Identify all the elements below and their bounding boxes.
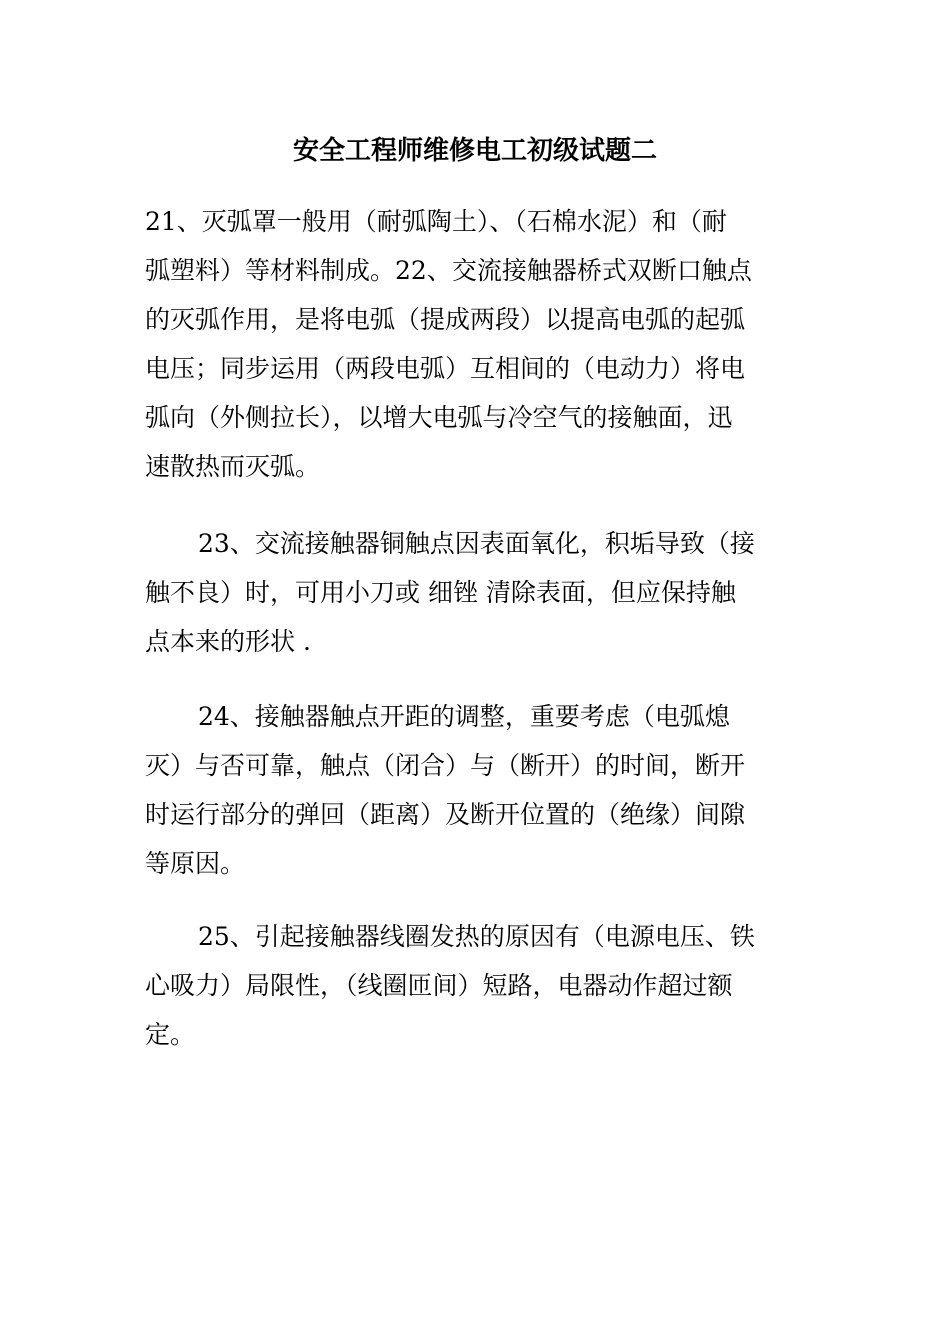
paragraph-line: 24、接触器触点开距的调整，重要考虑（电弧熄 xyxy=(198,702,730,731)
paragraph-line: 心吸力）局限性，（线圈匝间）短路，电器动作超过额 xyxy=(145,971,733,1000)
paragraph-line: 速散热而灭弧。 xyxy=(145,452,321,481)
paragraph-line: 时运行部分的弹回（距离）及断开位置的（绝缘）间隙 xyxy=(145,800,746,829)
paragraph-line: 定。 xyxy=(145,1020,196,1049)
paragraph-line: 23、交流接触器铜触点因表面氧化，积垢导致（接 xyxy=(198,529,755,558)
paragraph-line: 25、引起接触器线圈发热的原因有（电源电压、铁 xyxy=(198,922,755,951)
paragraph-line: 电压；同步运用（两段电弧）互相间的（电动力）将电 xyxy=(145,354,746,383)
paragraph-line: 弧塑料）等材料制成。22、交流接触器桥式双断口触点 xyxy=(145,256,752,285)
paragraph-line: 等原因。 xyxy=(145,849,246,878)
paragraph-24 xyxy=(145,692,805,888)
paragraph-21-22 xyxy=(145,197,805,491)
paragraph-23 xyxy=(145,519,805,666)
paragraph-line: 21、灭弧罩一般用（耐弧陶土）、（石棉水泥）和（耐 xyxy=(145,207,727,236)
paragraph-line: 触不良）时，可用小刀或 细锉 清除表面，但应保持触 xyxy=(145,578,736,607)
paragraph-25 xyxy=(145,912,805,1059)
paragraph-line: 的灭弧作用，是将电弧（提成两段）以提高电弧的起弧 xyxy=(145,305,746,334)
paragraph-line: 弧向（外侧拉长），以增大电弧与冷空气的接触面，迅 xyxy=(145,403,733,432)
document-title: 安全工程师维修电工初级试题二 xyxy=(292,136,657,166)
paragraph-line: 点本来的形状 . xyxy=(145,627,311,656)
paragraph-line: 灭）与否可靠，触点（闭合）与（断开）的时间，断开 xyxy=(145,751,746,780)
